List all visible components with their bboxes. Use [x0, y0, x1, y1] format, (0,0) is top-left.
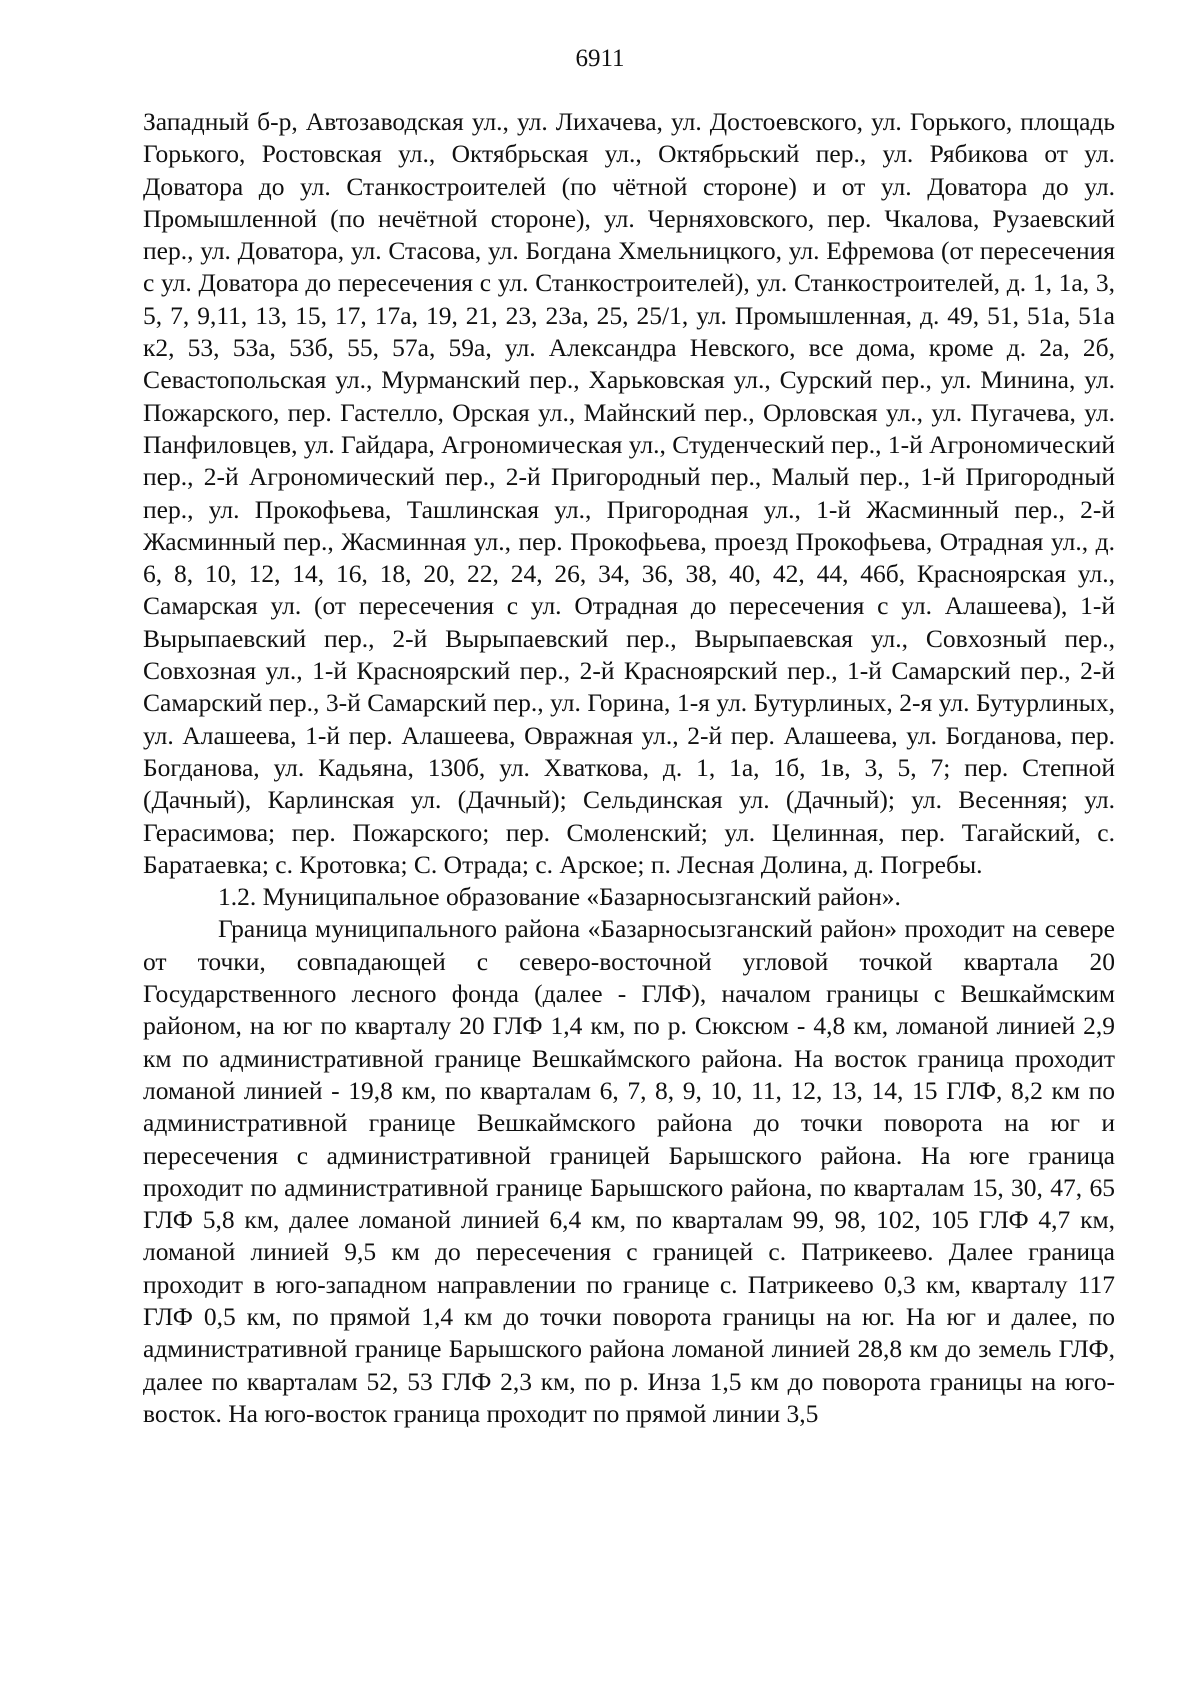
paragraph-street-list: Западный б-р, Автозаводская ул., ул. Лихачева, ул. Достоевского, ул. Горького, площадь Горького, Ростовская ул., Октябрьская ул., Октябрьский пер., ул. Рябикова от ул. Доватора до ул. Станкостроителей (по чётной стороне) и от ул. Доватора до ул. Промышленной (по нечётной стороне), ул. Черняховского, пер. Чкалова, Рузаевский пер., ул. Доватора, ул. Стасова, ул. Богдана Хмельницкого, ул. Ефремова (от пересечения с ул. Доватора до пересечения с ул. Станкостроителей), ул. Станкостроителей, д. 1, 1а, 3, 5, 7, 9,11, 13, 15, 17, 17а, 19, 21, 23, 23а, 25, 25/1, ул. Промышленная, д. 49, 51, 51а, 51а к2, 53, 53а, 53б, 55, 57а, 59а, ул. Александра Невского, все дома, кроме д. 2а, 2б, Севастопольская ул., Мурманский пер., Харьковская ул., Сурский пер., ул. Минина, ул. Пожарского, пер. Гастелло, Орская ул., Майнский пер., Орловская ул., ул. Пугачева, ул. Панфиловцев, ул. Гайдара, Агрономическая ул., Студенческий пер., 1-й Агрономический пер., 2-й Агрономический пер., 2-й Пригородный пер., Малый пер., 1-й Пригородный пер., ул. Прокофьева, Ташлинская ул., Пригородная ул., 1-й Жасминный пер., 2-й Жасминный пер., Жасминная ул., пер. Прокофьева, проезд Прокофьева, Отрадная ул., д. 6, 8, 10, 12, 14, 16, 18, 20, 22, 24, 26, 34, 36, 38, 40, 42, 44, 46б, Красноярская ул., Самарская ул. (от пересечения с ул. Отрадная до пересечения с ул. Алашеева), 1-й Вырыпаевский пер., 2-й Вырыпаевский пер., Вырыпаевская ул., Совхозный пер., Совхозная ул., 1-й Красноярский пер., 2-й Красноярский пер., 1-й Самарский пер., 2-й Самарский пер., 3-й Самарский пер., ул. Горина, 1-я ул. Бутурлиных, 2-я ул. Бутурлиных, ул. Алашеева, 1-й пер. Алашеева, Овражная ул., 2-й пер. Алашеева, ул. Богданова, пер. Богданова, ул. Кадьяна, 130б, ул. Хваткова, д. 1, 1а, 1б, 1в, 3, 5, 7; пер. Степной (Дачный), Карлинская ул. (Дачный); Сельдинская ул. (Дачный); ул. Весенняя; ул. Герасимова; пер. Пожарского; пер. Смоленский; ул. Целинная, пер. Тагайский, с. Баратаевка; с. Кротовка; С. Отрада; с. Арское; п. Лесная Долина, д. Погребы. [143, 107, 1115, 879]
paragraph-boundary-description: Граница муниципального района «Базарносызганский район» проходит на севере от точки, совпадающей с северо-восточной угловой точкой квартала 20 Государственного лесного фонда (далее - ГЛФ), началом границы с Вешкаймским районом, на юг по кварталу 20 ГЛФ 1,4 км, по р. Сюксюм - 4,8 км, ломаной линией 2,9 км по административной границе Вешкаймского района. На восток граница проходит ломаной линией - 19,8 км, по кварталам 6, 7, 8, 9, 10, 11, 12, 13, 14, 15 ГЛФ, 8,2 км по административной границе Вешкаймского района до точки поворота на юг и пересечения с административной границей Барышского района. На юге граница проходит по административной границе Барышского района, по кварталам 15, 30, 47, 65 ГЛФ 5,8 км, далее ломаной линией 6,4 км, по кварталам 99, 98, 102, 105 ГЛФ 4,7 км, ломаной линией 9,5 км до пересечения с границей с. Патрикеево. Далее граница проходит в юго-западном направлении по границе с. Патрикеево 0,3 км, кварталу 117 ГЛФ 0,5 км, по прямой 1,4 км до точки поворота границы на юг. На юг и далее, по административной границе Барышского района ломаной линией 28,8 км до земель ГЛФ, далее по кварталам 52, 53 ГЛФ 2,3 км, по р. Инза 1,5 км до поворота границы на юго-восток. На юго-восток граница проходит по прямой линии 3,5 [143, 914, 1115, 1428]
page-number: 6911 [575, 45, 625, 72]
document-body [143, 106, 1115, 1430]
section-heading-1-2: 1.2. Муниципальное образование «Базарносызганский район». [218, 882, 901, 912]
